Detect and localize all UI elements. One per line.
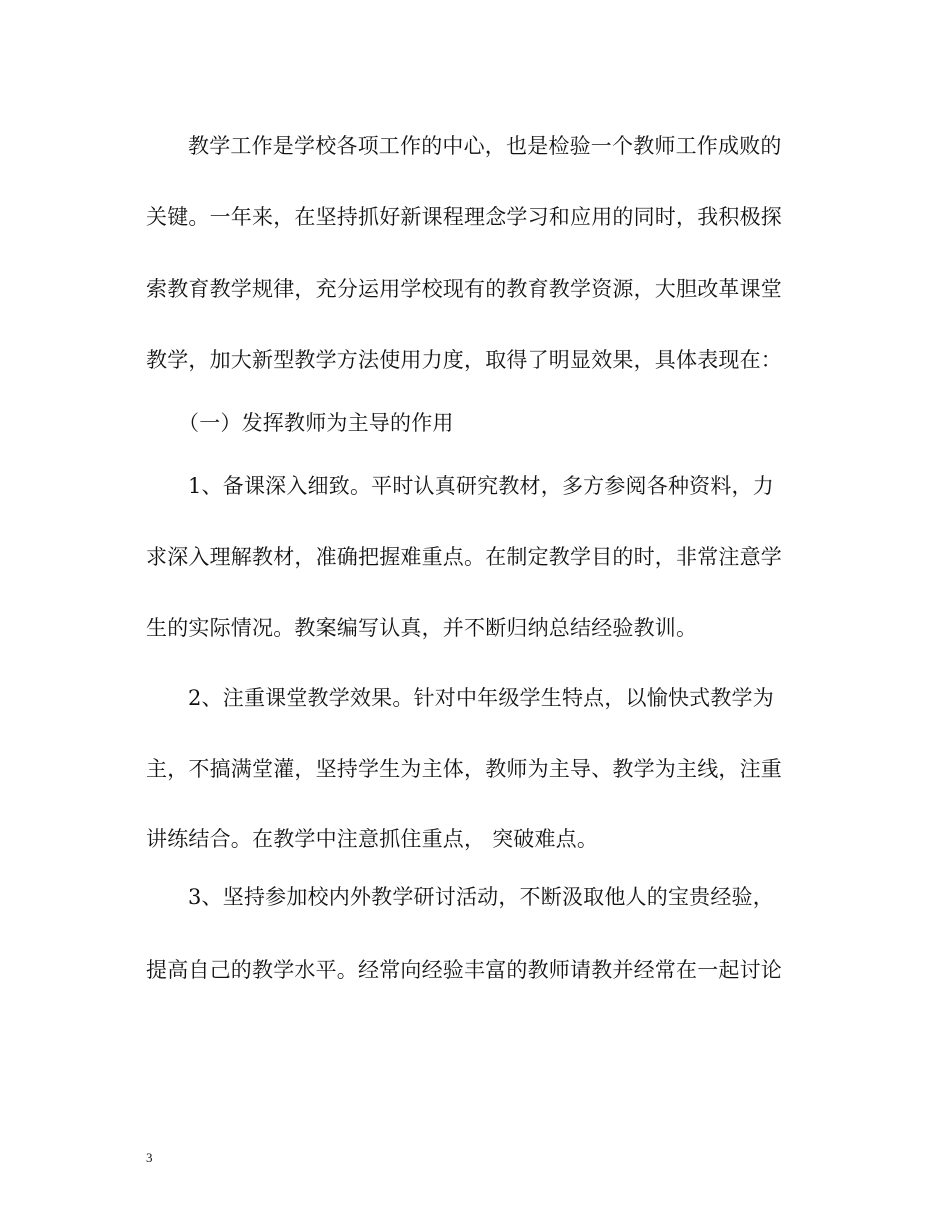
paragraph-line: 求深入理解教材，准确把握难重点。在制定教学目的时，非常注意学 bbox=[146, 545, 782, 569]
paragraph-line: 讲练结合。在教学中注意抓住重点， 突破难点。 bbox=[146, 827, 599, 851]
paragraph-line: 关键。一年来，在坚持抓好新课程理念学习和应用的同时，我积极探 bbox=[146, 205, 782, 229]
paragraph-line: 3、坚持参加校内外教学研讨活动，不断汲取他人的宝贵经验， bbox=[188, 885, 774, 909]
paragraph-line: 生的实际情况。教案编写认真，并不断归纳总结经验教训。 bbox=[146, 616, 698, 640]
section-heading: （一）发挥教师为主导的作用 bbox=[178, 411, 454, 435]
paragraph-line: 教学，加大新型教学方法使用力度，取得了明显效果，具体表现在： bbox=[146, 348, 782, 372]
paragraph-line: 提高自己的教学水平。经常向经验丰富的教师请教并经常在一起讨论 bbox=[146, 958, 782, 982]
paragraph-line: 索教育教学规律，充分运用学校现有的教育教学资源，大胆改革课堂 bbox=[146, 277, 782, 301]
paragraph-line: 2、注重课堂教学效果。针对中年级学生特点，以愉快式教学为 bbox=[188, 686, 774, 710]
paragraph-line: 教学工作是学校各项工作的中心，也是检验一个教师工作成败的 bbox=[188, 134, 782, 158]
page-number: 3 bbox=[146, 1150, 153, 1165]
paragraph-line: 主，不搞满堂灌，坚持学生为主体，教师为主导、教学为主线，注重 bbox=[146, 757, 782, 781]
paragraph-line: 1、备课深入细致。平时认真研究教材，多方参阅各种资料，力 bbox=[188, 474, 774, 498]
